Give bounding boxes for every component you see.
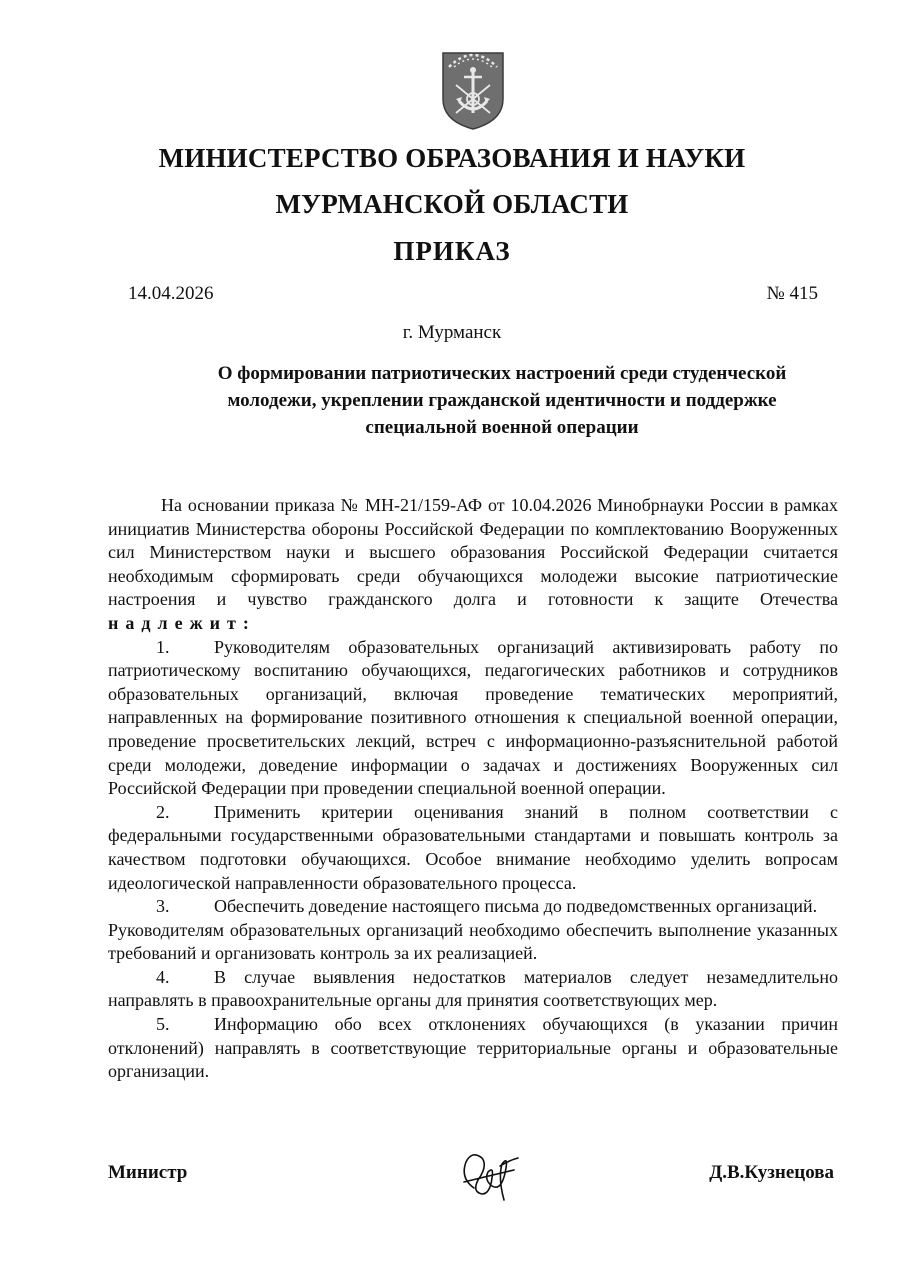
signatory-position: Министр <box>108 1162 188 1183</box>
order-body <box>108 494 838 1084</box>
item-text: Информацию обо всех отклонениях обучающихся (в указании причин отклонений) направлять в соответствующие территориальные органы и образовательные организации. <box>108 1014 838 1082</box>
preamble-text: На основании приказа № МН-21/159-АФ от 10.04.2026 Минобрнауки России в рамках инициатив Министерства обороны Российской Федерации по комплектованию Вооруженных сил Министерством науки и высшего образования Российской Федерации считается необходимым сформировать среди обучающихся молодежи высокие патриотические настроения и чувство гражданского долга и готовности к защите Отечества <box>108 495 838 610</box>
order-city: г. Мурманск <box>402 322 502 343</box>
signature-icon <box>452 1148 524 1206</box>
preamble <box>108 494 838 636</box>
item-number: 1. <box>156 636 170 657</box>
item-number: 4. <box>156 966 170 987</box>
order-number: № 415 <box>766 283 818 304</box>
item-text: В случае выявления недостатков материалов следует незамедлительно направлять в правоохранительные органы для принятия соответствующих мер. <box>108 966 838 1011</box>
order-subject: О формировании патриотических настроений среди студенческой молодежи, укреплении гражданской идентичности и поддержке специальной военной операции <box>217 363 787 438</box>
item-text: Руководителям образовательных организаций необходимо обеспечить выполнение указанных требований и организовать контроль за их реализацией. <box>108 919 838 964</box>
item-number: 2. <box>156 801 170 822</box>
item-text: Обеспечить доведение настоящего письма до подведомственных организаций. <box>214 896 818 917</box>
item-text: Руководителям образовательных организаций активизировать работу по патриотическому воспитанию обучающихся, педагогических работников и сотрудников образовательных организаций, включая проведение тематических мероприятий, направленных на формирование позитивного отношения к специальной военной операции, проведение просветительских лекций, встреч с информационно-разъяснительной работой среди молодежи, доведение информации о задачах и достижениях Вооруженных сил Российской Федерации при проведении специальной военной операции. <box>108 636 838 799</box>
list-item <box>108 1013 838 1084</box>
list-item <box>108 636 838 801</box>
orders-word: надлежит: <box>108 612 256 633</box>
ministry-name-line2: МУРМАНСКОЙ ОБЛАСТИ <box>275 189 629 219</box>
item-text: Применить критерии оценивания знаний в полном соответствии с федеральными государственными образовательными стандартами и повышать контроль за качеством подготовки обучающихся. Особое внимание необходимо уделить вопросам идеологической направленности образовательного процесса. <box>108 801 838 893</box>
item-number: 3. <box>156 896 170 917</box>
ministry-name-line1: МИНИСТЕРСТВО ОБРАЗОВАНИЯ И НАУКИ <box>158 143 746 173</box>
coat-of-arms-icon <box>440 43 506 131</box>
list-item <box>108 966 838 1013</box>
signatory-name: Д.В.Кузнецова <box>709 1162 834 1183</box>
order-date: 14.04.2026 <box>128 283 214 304</box>
list-item-continuation <box>108 919 838 966</box>
document-type: ПРИКАЗ <box>393 236 511 266</box>
list-item <box>108 801 838 895</box>
item-number: 5. <box>156 1014 170 1035</box>
list-item <box>108 895 838 919</box>
